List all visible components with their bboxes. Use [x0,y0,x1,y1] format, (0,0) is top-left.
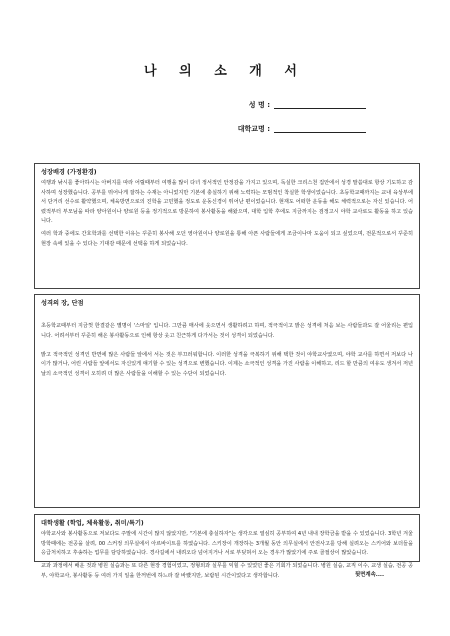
section-title: 대학생활 (학업, 체육활동, 취미/특기) [41,520,144,527]
section-title: 성장배경 (가정환경) [41,169,97,176]
name-label: 성 명 : [248,101,270,109]
section-personality [34,294,420,508]
section-paragraph: 교과 과정에서 배운 것과 병원 실습과는 또 다른 현장 경험이었고, 정형외과 실무를 익힐 수 있었던 좋은 기회가 되었습니다. 병원 실습, 교직 이수, 교생 실습, 전공 공부, 야학교사, 봉사활동 등 여러 가지 일을 한꺼번에 하느라 잘 바빴지만, 보람된 시간이었다고 생각합니다. [41,563,413,579]
section-paragraph: 초등학교때부터 지금껏 한결같은 별명이 '스마일' 입니다. 그만큼 매사에 웃으면서 생활하려고 하며, 적극적이고 밝은 성격에 처음 보는 사람들과도 잘 어울리는 편입니다. 어려서부터 꾸준히 해온 봉사활동으로 인해 항상 웃고 친근하게 다가서는 것이 성격이 되었습니다. [41,323,413,339]
section-title: 성격의 장, 단점 [41,300,84,307]
name-field [0,100,450,112]
section-paragraph: 야학교사와 봉사활동으로 저보다도 주말에 시간이 많지 않았지만, "기본에 충실하자"는 생각으로 열심히 공부하여 4년 내내 장학금을 받을 수 있었습니다. 3학년 겨울 방학때에는 전공을 살려, 00 스커정 의무실에서 아르바이트를 하였습니다. 스키장이 개장하는 3개월 동안 의무실에서 안전사고를 당해 실려오는 스키어와 보더들을 응급처치하고 후송하는 업무를 담당하였습니다. 경사길에서 내려오다 넘어지거나 서로 부딪혀서 오는 경우가 많았기에 주로 골절상이 많았습니다. [41,531,413,557]
university-label: 대학교명 : [237,125,270,133]
university-line [274,124,366,133]
continued-note: 뒷면계속.... [354,572,384,578]
section-paragraph: 밝고 적극적인 성격인 반면에 많은 사람들 앞에서 서는 것은 부끄러워합니다. 이러한 성격을 극복하기 위해 택한 것이 야학교사였으며, 야학 교사를 하면서 저보다 나이가 많거나, 어린 사람들 앞에서도 자신있게 얘기할 수 있는 성격으로 변했습니다. 이제는 소극적인 성격을 가진 사람을 이해하고, 리드 할 만큼의 여유도 생겨서 저년날의 소극적인 성격이 오히려 더 많은 사람들을 이해할 수 있는 수단이 되었습니다. [41,351,413,377]
section-paragraph: 여행과 낚시를 좋아하시는 아버지를 따라 어릴때부터 여행을 많이 다녀 정서적인 안정감을 가지고 있으며, 독실한 크리스천 집안에서 성경 말씀대로 항상 기도하고 감사하며 성장했습니다. 공부를 뛰어나게 잘하는 수재는 아니었지만 기본에 충실하기 위해 노력하는 모범적인 착실한 학생이었습니다. 초등학교때까지는 교내 육상부에서 단거리 선수로 활약했으며, 체육방면으로의 진학을 고민했을 정도로 운동신경이 뛰어난 편이었습니다. 현재도 어떠한 운동을 해도 체력적으로는 자신 있습니다. 어렸적부터 부모님을 따라 양아원이나 양로원 등을 정기적으로 방문하여 봉사활동을 해왔으며, 대학 입학 후에도 지금까지는 검정고시 야학 교사로도 활동을 하고 있습니다. [41,180,413,225]
name-line [274,100,366,109]
section-growth-background [34,163,420,289]
page-title: 나 의 소 개 서 [144,64,306,79]
university-field [0,124,450,136]
section-paragraph: 여러 학과 중에도 간호학과를 선택한 이유는 꾸준히 봉사해 오던 영아원이나 양로원을 통해 아픈 사람들에게 조금이나마 도움이 되고 싶었으며, 전문적으로서 꾸준히 현장 속에 있을 수 있다는 기대감 때문에 선택을 하게 되었습니다. [41,231,413,248]
